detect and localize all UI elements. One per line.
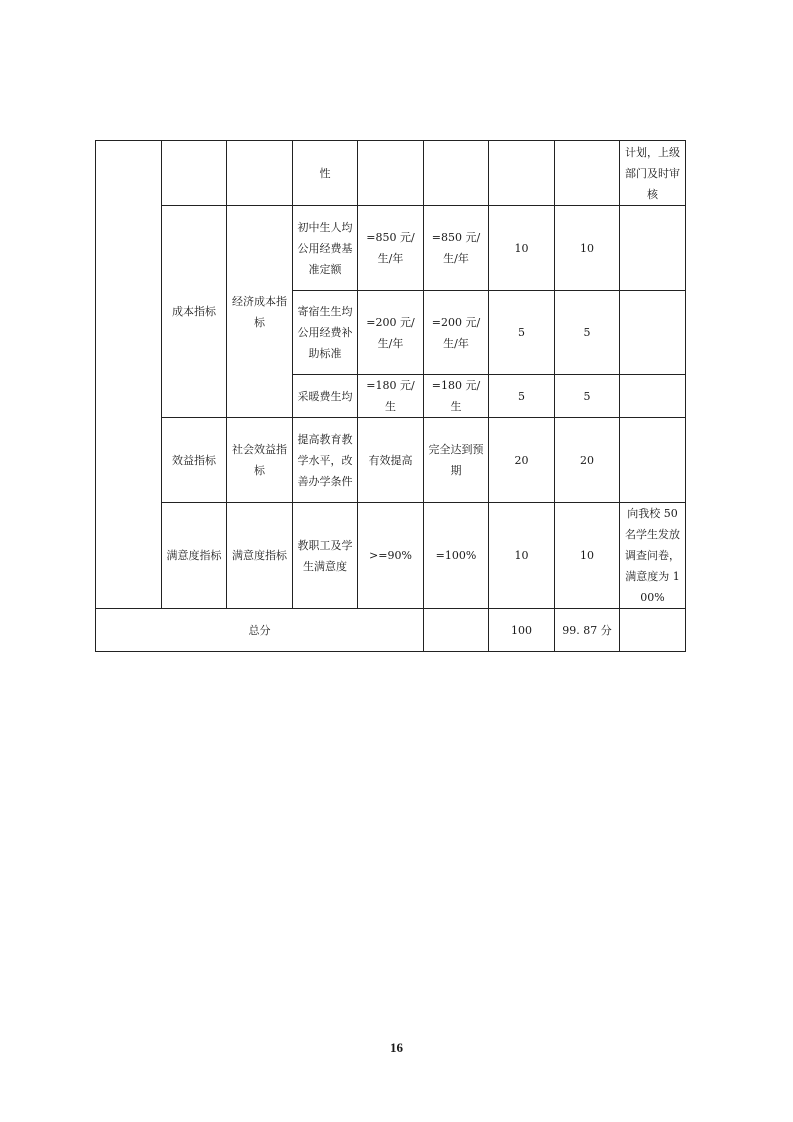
- total-weight-cell: 100: [489, 609, 555, 652]
- score-cell: 5: [555, 291, 620, 375]
- level3-indicator-cell: 经济成本指标: [227, 206, 293, 418]
- weight-cell: [489, 141, 555, 206]
- indicator-name-cell: 采暖费生均: [293, 375, 358, 418]
- target-value-cell: >=90%: [358, 503, 424, 609]
- table-row: [96, 503, 686, 609]
- weight-cell: 10: [489, 503, 555, 609]
- indicator-name-cell: 教职工及学生满意度: [293, 503, 358, 609]
- level2-indicator-cell: 满意度指标: [162, 503, 227, 609]
- indicator-name-cell: 寄宿生生均公用经费补助标准: [293, 291, 358, 375]
- table-row: [96, 141, 686, 206]
- indicator-name-cell: 性: [293, 141, 358, 206]
- target-value-cell: [358, 141, 424, 206]
- weight-cell: 5: [489, 375, 555, 418]
- score-cell: [555, 141, 620, 206]
- note-cell: [620, 418, 686, 503]
- target-value-cell: =200 元/生/年: [358, 291, 424, 375]
- actual-value-cell: =100%: [424, 503, 489, 609]
- performance-evaluation-table: [95, 140, 686, 652]
- weight-cell: 5: [489, 291, 555, 375]
- indicator-name-cell: 提高教育教学水平，改善办学条件: [293, 418, 358, 503]
- table-row: [96, 206, 686, 291]
- page-number: 16: [390, 1040, 403, 1055]
- note-cell: [620, 375, 686, 418]
- total-score-cell: 99. 87 分: [555, 609, 620, 652]
- table-row: [96, 418, 686, 503]
- level2-indicator-cell: 成本指标: [162, 206, 227, 418]
- note-cell: [620, 291, 686, 375]
- target-value-cell: =180 元/生: [358, 375, 424, 418]
- target-value-cell: =850 元/生/年: [358, 206, 424, 291]
- level3-indicator-cell: 满意度指标: [227, 503, 293, 609]
- score-cell: 10: [555, 206, 620, 291]
- note-cell: 计划，上级部门及时审核: [620, 141, 686, 206]
- level3-indicator-cell: 社会效益指标: [227, 418, 293, 503]
- level1-indicator-cell: [96, 141, 162, 609]
- indicator-name-cell: 初中生人均公用经费基准定额: [293, 206, 358, 291]
- score-cell: 20: [555, 418, 620, 503]
- actual-value-cell: =180 元/生: [424, 375, 489, 418]
- weight-cell: 10: [489, 206, 555, 291]
- actual-value-cell: [424, 141, 489, 206]
- actual-value-cell: =850 元/生/年: [424, 206, 489, 291]
- note-cell: [620, 206, 686, 291]
- score-cell: 5: [555, 375, 620, 418]
- level3-indicator-cell: [227, 141, 293, 206]
- actual-value-cell: =200 元/生/年: [424, 291, 489, 375]
- level2-indicator-cell: 效益指标: [162, 418, 227, 503]
- total-blank-cell: [424, 609, 489, 652]
- actual-value-cell: 完全达到预期: [424, 418, 489, 503]
- level2-indicator-cell: [162, 141, 227, 206]
- total-label-cell: 总分: [96, 609, 424, 652]
- note-cell: 向我校 50 名学生发放调查问卷，满意度为 100%: [620, 503, 686, 609]
- total-note-cell: [620, 609, 686, 652]
- weight-cell: 20: [489, 418, 555, 503]
- target-value-cell: 有效提高: [358, 418, 424, 503]
- table-row-total: [96, 609, 686, 652]
- score-cell: 10: [555, 503, 620, 609]
